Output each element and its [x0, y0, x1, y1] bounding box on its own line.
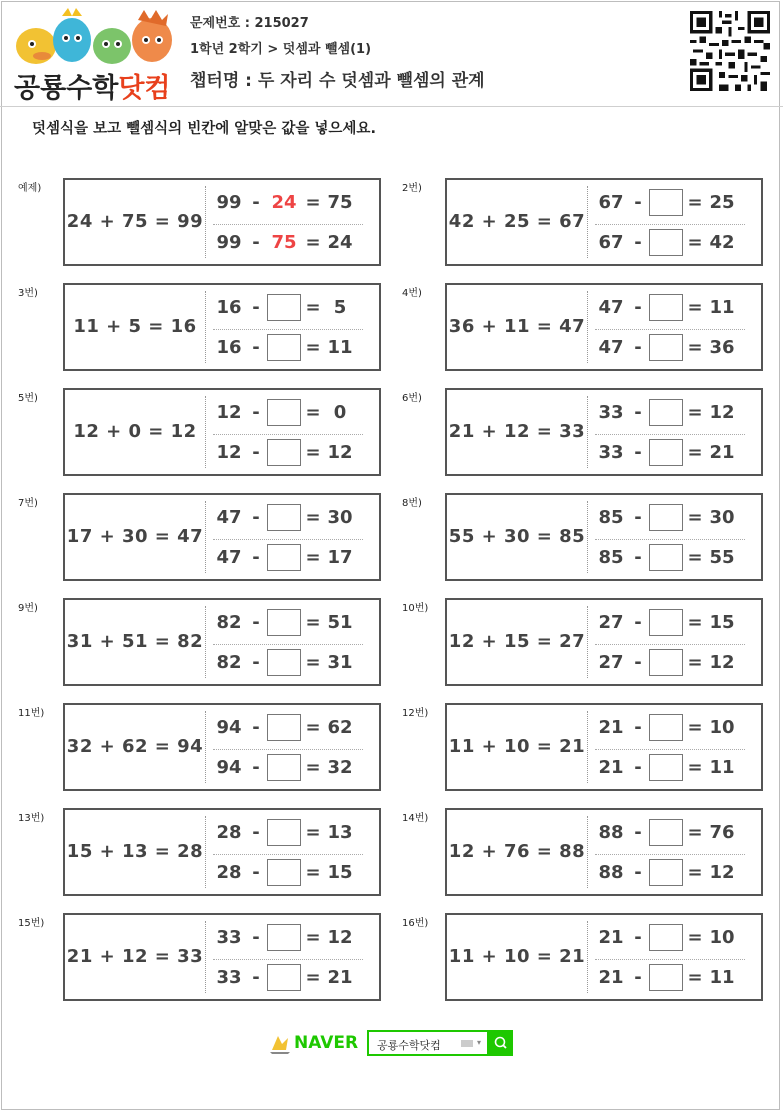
problem-number-label: 16번) [402, 918, 429, 929]
horizontal-divider [595, 854, 745, 855]
problem-number-label: 11번) [18, 708, 45, 719]
result-value: 21 [709, 442, 735, 463]
equals-sign: = [305, 862, 321, 883]
addition-equation: 24 + 75 = 99 [66, 211, 204, 232]
horizontal-divider [213, 749, 363, 750]
equals-sign: = [305, 822, 321, 843]
minus-sign: - [634, 927, 642, 948]
equals-sign: = [687, 927, 703, 948]
vertical-divider [205, 186, 206, 258]
minuend: 94 [216, 757, 242, 778]
answer-blank[interactable] [649, 294, 683, 321]
minus-sign: - [252, 232, 260, 253]
vertical-divider [587, 501, 588, 573]
equals-sign: = [305, 717, 321, 738]
subtraction-equation [215, 331, 375, 365]
horizontal-divider [595, 749, 745, 750]
subtraction-equation [215, 816, 375, 850]
answer-blank[interactable] [267, 819, 301, 846]
result-value: 15 [327, 862, 353, 883]
equals-sign: = [687, 337, 703, 358]
equals-sign: = [305, 507, 321, 528]
addition-equation: 17 + 30 = 47 [66, 526, 204, 547]
vertical-divider [205, 291, 206, 363]
vertical-divider [587, 606, 588, 678]
vertical-divider [587, 396, 588, 468]
vertical-divider [587, 816, 588, 888]
equals-sign: = [687, 442, 703, 463]
problem-box [445, 808, 763, 896]
vertical-divider [205, 816, 206, 888]
minus-sign: - [634, 822, 642, 843]
minus-sign: - [634, 192, 642, 213]
answer-blank[interactable] [267, 399, 301, 426]
minuend: 12 [216, 402, 242, 423]
problem-box [63, 598, 381, 686]
minuend: 47 [216, 507, 242, 528]
subtraction-equation [597, 751, 757, 785]
result-value: 5 [333, 297, 347, 318]
result-value: 12 [327, 927, 353, 948]
problem-box [445, 913, 763, 1001]
horizontal-divider [595, 329, 745, 330]
problem-box [63, 283, 381, 371]
answer-blank[interactable] [649, 504, 683, 531]
problem-box [63, 493, 381, 581]
minuend: 33 [216, 967, 242, 988]
minuend: 85 [598, 547, 624, 568]
answer-blank[interactable] [267, 649, 301, 676]
answer-blank[interactable] [267, 754, 301, 781]
result-value: 0 [333, 402, 347, 423]
addition-equation: 31 + 51 = 82 [66, 631, 204, 652]
equals-sign: = [687, 822, 703, 843]
problem-number: 문제번호 : 215027 [190, 16, 309, 31]
addition-equation: 12 + 76 = 88 [448, 841, 586, 862]
subtraction-equation [597, 816, 757, 850]
answer-blank[interactable] [649, 649, 683, 676]
problem-box [63, 913, 381, 1001]
minus-sign: - [634, 547, 642, 568]
subtraction-equation [597, 396, 757, 430]
result-value: 25 [709, 192, 735, 213]
subtraction-equation [597, 186, 757, 220]
subtraction-equation [597, 291, 757, 325]
addition-equation: 11 + 5 = 16 [73, 316, 197, 337]
problem-number-label: 4번) [402, 288, 422, 299]
problem-number-label: 7번) [18, 498, 38, 509]
minuend: 82 [216, 612, 242, 633]
minuend: 88 [598, 822, 624, 843]
vertical-divider [205, 606, 206, 678]
minuend: 33 [216, 927, 242, 948]
subtraction-equation [215, 961, 375, 995]
worksheet-header [0, 0, 783, 107]
minuend: 28 [216, 822, 242, 843]
subtraction-equation [215, 436, 375, 470]
subtraction-equation [597, 606, 757, 640]
answer-blank[interactable] [649, 399, 683, 426]
horizontal-divider [595, 539, 745, 540]
answer-blank[interactable] [649, 189, 683, 216]
answer-blank[interactable] [649, 964, 683, 991]
minus-sign: - [252, 507, 260, 528]
instruction-text: 덧셈식을 보고 뺄셈식의 빈칸에 알맞은 값을 넣으세요. [32, 121, 376, 137]
equals-sign: = [687, 717, 703, 738]
equals-sign: = [305, 402, 321, 423]
vertical-divider [205, 711, 206, 783]
subtraction-equation [597, 856, 757, 890]
answer-blank[interactable] [649, 859, 683, 886]
result-value: 51 [327, 612, 353, 633]
result-value: 21 [327, 967, 353, 988]
result-value: 24 [327, 232, 353, 253]
problem-box [445, 493, 763, 581]
problem-number-label: 3번) [18, 288, 38, 299]
minus-sign: - [252, 757, 260, 778]
horizontal-divider [595, 434, 745, 435]
result-value: 76 [709, 822, 735, 843]
minus-sign: - [634, 297, 642, 318]
subtraction-equation [597, 711, 757, 745]
minus-sign: - [252, 612, 260, 633]
result-value: 11 [327, 337, 353, 358]
minuend: 16 [216, 297, 242, 318]
subtraction-equation [215, 186, 375, 220]
horizontal-divider [213, 959, 363, 960]
problem-number-label: 14번) [402, 813, 429, 824]
minus-sign: - [252, 967, 260, 988]
answer-blank[interactable] [267, 504, 301, 531]
subtraction-equation [215, 396, 375, 430]
answer-value: 24 [271, 192, 297, 213]
answer-blank[interactable] [649, 714, 683, 741]
result-value: 15 [709, 612, 735, 633]
subtraction-equation [215, 711, 375, 745]
problem-box [445, 388, 763, 476]
minuend: 33 [598, 402, 624, 423]
problem-number-label: 5번) [18, 393, 38, 404]
answer-blank[interactable] [267, 964, 301, 991]
result-value: 11 [709, 967, 735, 988]
minuend: 94 [216, 717, 242, 738]
answer-blank[interactable] [267, 924, 301, 951]
minus-sign: - [634, 652, 642, 673]
naver-brand: NAVER [294, 1033, 359, 1053]
problem-box [445, 178, 763, 266]
equals-sign: = [687, 862, 703, 883]
subtraction-equation [215, 541, 375, 575]
subtraction-equation [597, 541, 757, 575]
answer-blank[interactable] [267, 334, 301, 361]
result-value: 11 [709, 757, 735, 778]
equals-sign: = [687, 402, 703, 423]
addition-equation: 21 + 12 = 33 [66, 946, 204, 967]
addition-equation: 42 + 25 = 67 [448, 211, 586, 232]
dinosaur-mascots-logo [10, 6, 176, 68]
result-value: 12 [327, 442, 353, 463]
addition-equation: 12 + 15 = 27 [448, 631, 586, 652]
answer-blank[interactable] [267, 609, 301, 636]
minus-sign: - [634, 967, 642, 988]
equals-sign: = [305, 192, 321, 213]
result-value: 32 [327, 757, 353, 778]
result-value: 13 [327, 822, 353, 843]
minus-sign: - [634, 507, 642, 528]
equals-sign: = [687, 612, 703, 633]
search-value: 공룡수학닷컴 [377, 1039, 441, 1052]
dropdown-caret-icon[interactable]: ▾ [477, 1038, 482, 1047]
result-value: 36 [709, 337, 735, 358]
subtraction-equation [215, 226, 375, 260]
equals-sign: = [687, 192, 703, 213]
equals-sign: = [687, 652, 703, 673]
minuend: 67 [598, 232, 624, 253]
problem-box [63, 178, 381, 266]
answer-blank[interactable] [267, 294, 301, 321]
minus-sign: - [634, 232, 642, 253]
result-value: 12 [709, 402, 735, 423]
equals-sign: = [687, 507, 703, 528]
subtraction-equation [597, 331, 757, 365]
addition-equation: 11 + 10 = 21 [448, 736, 586, 757]
chapter-title: 챕터명 : 두 자리 수 덧셈과 뺄셈의 관계 [190, 71, 485, 91]
subtraction-equation [215, 856, 375, 890]
equals-sign: = [305, 232, 321, 253]
equals-sign: = [305, 547, 321, 568]
minus-sign: - [252, 927, 260, 948]
minuend: 67 [598, 192, 624, 213]
problem-box [63, 808, 381, 896]
addition-equation: 21 + 12 = 33 [448, 421, 586, 442]
answer-blank[interactable] [649, 924, 683, 951]
equals-sign: = [687, 757, 703, 778]
addition-equation: 55 + 30 = 85 [448, 526, 586, 547]
addition-equation: 12 + 0 = 12 [73, 421, 197, 442]
minus-sign: - [252, 337, 260, 358]
result-value: 12 [709, 652, 735, 673]
minus-sign: - [252, 822, 260, 843]
answer-value: 75 [271, 232, 297, 253]
vertical-divider [587, 921, 588, 993]
minus-sign: - [252, 402, 260, 423]
answer-blank[interactable] [649, 334, 683, 361]
addition-equation: 36 + 11 = 47 [448, 316, 586, 337]
answer-blank[interactable] [649, 819, 683, 846]
result-value: 10 [709, 927, 735, 948]
minus-sign: - [252, 652, 260, 673]
horizontal-divider [595, 644, 745, 645]
minus-sign: - [634, 402, 642, 423]
subtraction-equation [215, 291, 375, 325]
result-value: 12 [709, 862, 735, 883]
equals-sign: = [305, 297, 321, 318]
minuend: 21 [598, 967, 624, 988]
answer-blank[interactable] [267, 714, 301, 741]
minuend: 99 [216, 232, 242, 253]
minuend: 27 [598, 612, 624, 633]
problem-number-label: 10번) [402, 603, 429, 614]
equals-sign: = [305, 337, 321, 358]
minus-sign: - [252, 192, 260, 213]
minus-sign: - [252, 442, 260, 463]
vertical-divider [587, 291, 588, 363]
minuend: 47 [216, 547, 242, 568]
problem-box [445, 283, 763, 371]
equals-sign: = [305, 967, 321, 988]
result-value: 55 [709, 547, 735, 568]
problem-box [445, 703, 763, 791]
subtraction-equation [215, 921, 375, 955]
addition-equation: 15 + 13 = 28 [66, 841, 204, 862]
minuend: 12 [216, 442, 242, 463]
minuend: 88 [598, 862, 624, 883]
subtraction-equation [215, 646, 375, 680]
grade-breadcrumb: 1학년 2학기 > 덧셈과 뺄셈(1) [190, 42, 372, 57]
horizontal-divider [213, 644, 363, 645]
minus-sign: - [634, 337, 642, 358]
logo-main-text: 공룡수학 [14, 73, 119, 104]
minuend: 82 [216, 652, 242, 673]
minus-sign: - [634, 612, 642, 633]
minuend: 99 [216, 192, 242, 213]
subtraction-equation [215, 606, 375, 640]
vertical-divider [587, 711, 588, 783]
logo-accent-text: 닷컴 [118, 73, 171, 104]
answer-blank[interactable] [267, 544, 301, 571]
qr-code-icon[interactable] [690, 11, 770, 91]
vertical-divider [205, 501, 206, 573]
horizontal-divider [213, 854, 363, 855]
keyboard-icon[interactable] [461, 1040, 473, 1047]
subtraction-equation [215, 751, 375, 785]
answer-blank[interactable] [267, 859, 301, 886]
equals-sign: = [305, 652, 321, 673]
minus-sign: - [252, 547, 260, 568]
minus-sign: - [252, 297, 260, 318]
minuend: 21 [598, 717, 624, 738]
search-icon [489, 1030, 513, 1056]
problem-box [445, 598, 763, 686]
problem-number-label: 8번) [402, 498, 422, 509]
minuend: 33 [598, 442, 624, 463]
problem-box [63, 388, 381, 476]
problem-box [63, 703, 381, 791]
result-value: 62 [327, 717, 353, 738]
minus-sign: - [634, 757, 642, 778]
result-value: 10 [709, 717, 735, 738]
equals-sign: = [305, 757, 321, 778]
minuend: 47 [598, 297, 624, 318]
minus-sign: - [634, 717, 642, 738]
horizontal-divider [595, 959, 745, 960]
problem-number-label: 6번) [402, 393, 422, 404]
minuend: 85 [598, 507, 624, 528]
answer-blank[interactable] [649, 544, 683, 571]
result-value: 30 [709, 507, 735, 528]
subtraction-equation [597, 921, 757, 955]
minuend: 21 [598, 927, 624, 948]
minuend: 27 [598, 652, 624, 673]
equals-sign: = [687, 232, 703, 253]
answer-blank[interactable] [649, 609, 683, 636]
equals-sign: = [305, 442, 321, 463]
equals-sign: = [687, 967, 703, 988]
horizontal-divider [213, 329, 363, 330]
problem-number-label: 예제) [18, 183, 42, 194]
subtraction-equation [215, 501, 375, 535]
horizontal-divider [213, 224, 363, 225]
subtraction-equation [597, 226, 757, 260]
equals-sign: = [687, 297, 703, 318]
minus-sign: - [634, 862, 642, 883]
equals-sign: = [305, 612, 321, 633]
result-value: 75 [327, 192, 353, 213]
result-value: 42 [709, 232, 735, 253]
problem-number-label: 13번) [18, 813, 45, 824]
problem-number-label: 2번) [402, 183, 422, 194]
answer-blank[interactable] [267, 439, 301, 466]
result-value: 31 [327, 652, 353, 673]
problem-number-label: 12번) [402, 708, 429, 719]
vertical-divider [205, 396, 206, 468]
result-value: 17 [327, 547, 353, 568]
minus-sign: - [252, 717, 260, 738]
result-value: 11 [709, 297, 735, 318]
search-input[interactable] [367, 1030, 489, 1056]
minus-sign: - [634, 442, 642, 463]
horizontal-divider [595, 224, 745, 225]
site-logo-text [14, 66, 171, 105]
equals-sign: = [305, 927, 321, 948]
subtraction-equation [597, 436, 757, 470]
answer-blank[interactable] [649, 229, 683, 256]
subtraction-equation [597, 501, 757, 535]
minuend: 28 [216, 862, 242, 883]
subtraction-equation [597, 646, 757, 680]
answer-blank[interactable] [649, 754, 683, 781]
addition-equation: 32 + 62 = 94 [66, 736, 204, 757]
problem-number-label: 9번) [18, 603, 38, 614]
horizontal-divider [213, 539, 363, 540]
minuend: 47 [598, 337, 624, 358]
minus-sign: - [252, 862, 260, 883]
horizontal-divider [213, 434, 363, 435]
vertical-divider [587, 186, 588, 258]
result-value: 30 [327, 507, 353, 528]
answer-blank[interactable] [649, 439, 683, 466]
search-button[interactable] [489, 1030, 513, 1056]
equals-sign: = [687, 547, 703, 568]
minuend: 16 [216, 337, 242, 358]
addition-equation: 11 + 10 = 21 [448, 946, 586, 967]
problem-number-label: 15번) [18, 918, 45, 929]
minuend: 21 [598, 757, 624, 778]
vertical-divider [205, 921, 206, 993]
subtraction-equation [597, 961, 757, 995]
